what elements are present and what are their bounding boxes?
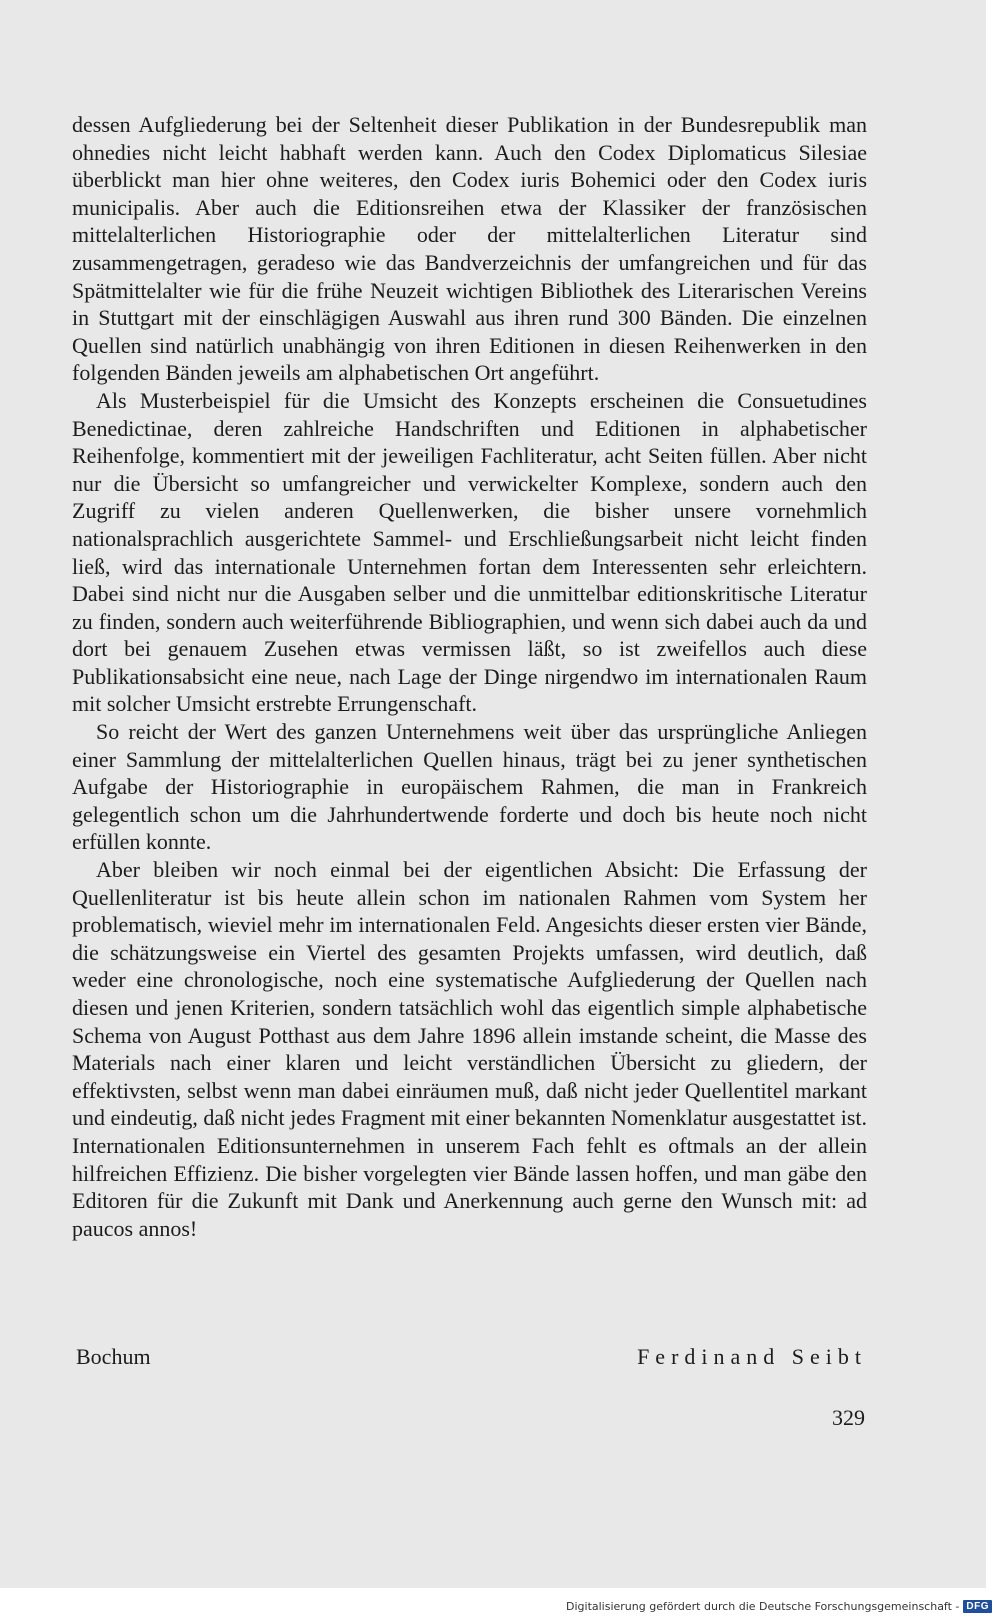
digitization-footer	[566, 1596, 992, 1616]
footer-text: Digitalisierung gefördert durch die Deutsche Forschungsgemeinschaft -	[566, 1599, 960, 1613]
paragraph-1: dessen Aufgliederung bei der Seltenheit dieser Publikation in der Bundesrepublik man ohnedies nicht leicht habhaft werden kann. Auch den Codex Diplomaticus Silesiae überblickt man hier ohne weiteres, den Codex iuris Bohemici oder den Codex iuris municipalis. Aber auch die Editionsreihen etwa der Klassiker der französischen mittelalterlichen Historiographie oder der mittelalterlichen Literatur sind zusammengetragen, geradeso wie das Bandverzeichnis der umfangreichen und für das Spätmittelalter wie für die frühe Neuzeit wichtigen Bibliothek des Literarischen Vereins in Stuttgart mit der einschlägigen Auswahl aus ihren rund 300 Bänden. Die einzelnen Quellen sind natürlich unabhängig von ihren Editionen in diesen Reihenwerken in den folgenden Bänden jeweils am alphabetischen Ort angeführt.	[72, 112, 867, 386]
dfg-logo-icon: DFG	[963, 1600, 992, 1613]
signature-author: Ferdinand Seibt	[637, 1344, 867, 1369]
paragraph-2: Als Musterbeispiel für die Umsicht des Konzepts erscheinen die Consuetudines Benedictinae, deren zahlreiche Handschriften und Editionen in alphabetischer Reihenfolge, kommentiert mit der jeweiligen Fachliteratur, acht Seiten füllen. Aber nicht nur die Übersicht so umfangreicher und verwickelter Komplexe, sondern auch den Zugriff zu vielen anderen Quellenwerken, die bisher unsere vornehmlich nationalsprachlich ausgerichtete Sammel- und Erschließungsarbeit nicht leicht finden ließ, wird das internationale Unternehmen fortan dem Interessenten sehr erleichtern. Dabei sind nicht nur die Ausgaben selber und die unmittelbar editionskritische Literatur zu finden, sondern auch weiterführende Bibliographien, und wenn sich dabei auch da und dort bei genauem Zusehen etwas vermissen läßt, so ist zweifellos auch diese Publikationsabsicht eine neue, nach Lage der Dinge nirgendwo im internationalen Raum mit solcher Umsicht erstrebte Errungenschaft.	[72, 387, 867, 717]
signature-place: Bochum	[76, 1344, 151, 1369]
review-text	[72, 111, 867, 1242]
paragraph-4: Aber bleiben wir noch einmal bei der eigentlichen Absicht: Die Erfassung der Quellenliteratur ist bis heute allein schon im nationalen Rahmen vom System her problematisch, wieviel mehr im internationalen Feld. Angesichts dieser ersten vier Bände, die schätzungsweise ein Viertel des gesamten Projekts umfassen, wird deutlich, daß weder eine chronologische, noch eine systematische Aufgliederung der Quellen nach diesen und jenen Kriterien, sondern tatsächlich wohl das eigentlich simple alphabetische Schema von August Potthast aus dem Jahre 1896 allein imstande scheint, die Masse des Materials nach einer klaren und leicht verständlichen Übersicht zu gliedern, der effektivsten, selbst wenn man dabei einräumen muß, daß nicht jeder Quellentitel markant und eindeutig, daß nicht jedes Fragment mit einer bekannten Nomenklatur ausgestattet ist. Internationalen Editionsunternehmen in unserem Fach fehlt es oftmals an der allein hilfreichen Effizienz. Die bisher vorgelegten vier Bände lassen hoffen, und man gäbe den Editoren für die Zukunft mit Dank und Anerkennung auch gerne den Wunsch mit: ad paucos annos!	[72, 857, 867, 1241]
paragraph-3: So reicht der Wert des ganzen Unternehmens weit über das ursprüngliche Anliegen einer Sammlung der mittelalterlichen Quellen hinaus, trägt bei zu jener synthetischen Aufgabe der Historiographie in europäischem Rahmen, die man in Frankreich gelegentlich schon um die Jahrhundertwende forderte und doch bis heute noch nicht erfüllen konnte.	[72, 719, 867, 855]
signature-row	[76, 1344, 867, 1374]
page-number: 329	[832, 1405, 865, 1430]
